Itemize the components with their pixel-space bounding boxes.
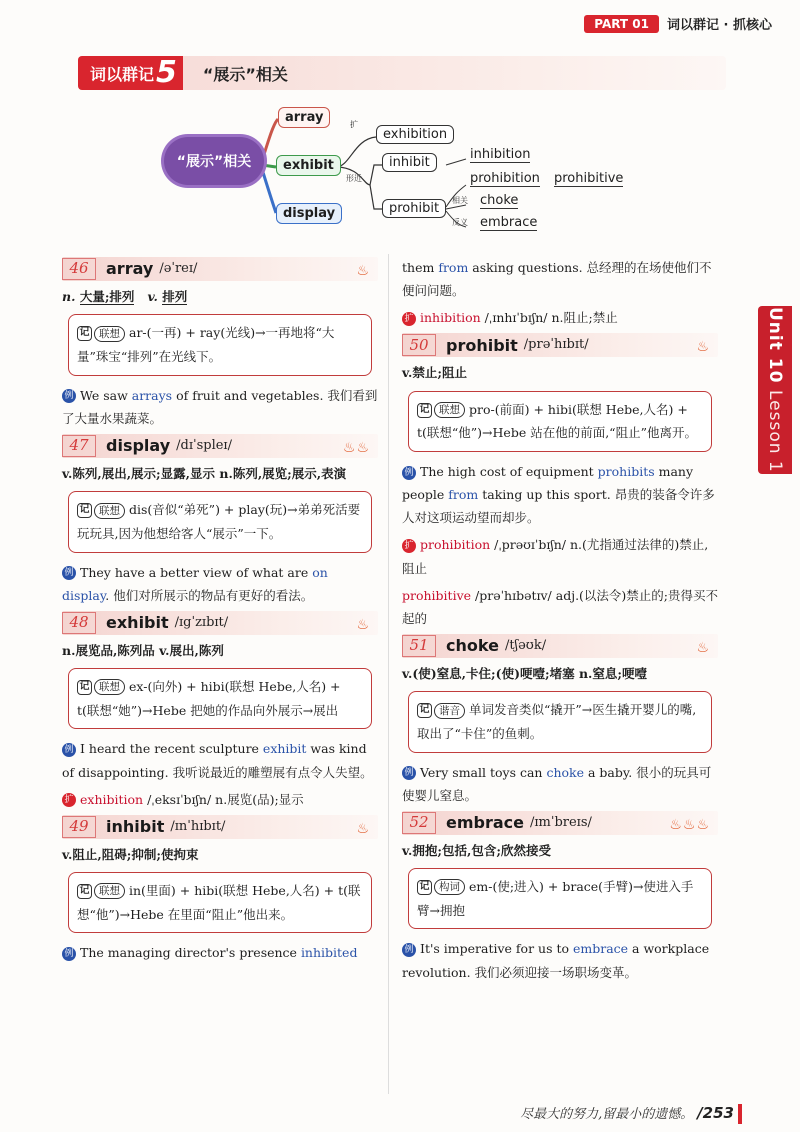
example-text: The managing director's presence [80, 945, 301, 961]
definition: v.拥抱;包括,包含;欣然接受 [402, 842, 551, 858]
extension-headword: exhibition [80, 791, 144, 807]
word-entry-inhibit [62, 815, 378, 839]
mindmap-inhibition: inhibition [470, 147, 531, 162]
example-icon: 例 [62, 566, 76, 580]
word-mindmap [150, 95, 650, 245]
example-sentence [402, 761, 718, 807]
frequency-flame-icon: ♨ [356, 616, 370, 633]
page-header [584, 14, 772, 33]
memo-tag: 联想 [94, 883, 125, 899]
example-text: taking up this sport. 昂贵的装备令许多人对这项运动望而却步。 [402, 487, 715, 526]
page-footer [520, 1103, 734, 1122]
example-highlight: arrays [131, 387, 173, 403]
extension-headword: inhibition [420, 310, 481, 326]
definition: v.陈列,展出,展示;显露,显示 n.陈列,展览;展示,表演 [62, 465, 347, 481]
headword: prohibit [446, 335, 518, 355]
memo-text: ar-(一再) + ray(光线)→一再地将“大量”珠宝“排列”在光线下。 [77, 325, 335, 364]
definition: n.展览品,陈列品 v.展出,陈列 [62, 642, 224, 658]
memo-icon: 记 [77, 326, 92, 341]
extension-text: /prəˈhɪbətɪv/ adj.(以法令)禁止的;贵得买不起的 [402, 587, 719, 626]
memo-text: ex-(向外) + hibi(联想 Hebe,人名) + t(联想“她”)→Hebe 把她的作品向外展示→展出 [77, 678, 341, 718]
example-text: It's imperative for us to [420, 941, 573, 957]
extension-word [402, 306, 718, 329]
extension-text: /ˌeksɪˈbɪʃn/ n.展览(品);显示 [143, 791, 304, 807]
example-highlight: from [438, 260, 469, 275]
mindmap-display: display [276, 203, 342, 224]
extension-icon: 扩 [62, 793, 76, 807]
example-highlight: inhibited [300, 945, 358, 961]
example-text: We saw [80, 387, 132, 403]
headword: inhibit [106, 816, 165, 836]
section-bar [78, 56, 726, 90]
headword: display [106, 436, 171, 456]
word-number: 46 [62, 258, 96, 280]
example-text: a baby. 很小的玩具可使婴儿窒息。 [402, 764, 712, 803]
example-text: They have a better view of what are [80, 564, 313, 580]
memo-icon: 记 [77, 680, 92, 695]
extension-headword: prohibitive [402, 587, 472, 603]
word-entry-embrace [402, 811, 718, 835]
example-text: them [402, 260, 439, 275]
section-title: “展示”相关 [202, 64, 288, 84]
memo-text: em-(使;进入) + brace(手臂)→使进入手臂→拥抱 [417, 878, 694, 918]
word-number: 51 [402, 635, 436, 657]
example-sentence [62, 737, 378, 783]
phonetic: /dɪˈspleɪ/ [176, 437, 232, 453]
definition-text: 排列 [162, 289, 188, 304]
example-icon: 例 [402, 766, 416, 780]
example-text: I heard the recent sculpture [80, 741, 263, 757]
word-number: 48 [62, 612, 96, 634]
example-text: asking questions. 总经理的在场使他们不便问问题。 [402, 260, 712, 299]
mindmap-embrace: embrace [480, 215, 538, 230]
footer-motto: 尽最大的努力,留最小的遗憾。 [520, 1107, 694, 1122]
section-number: 5 [156, 55, 177, 90]
headword: choke [446, 636, 499, 656]
mindmap-prohibition: prohibition [470, 171, 540, 186]
mindmap-tag-shape: 形近 [346, 174, 362, 183]
headword: array [106, 259, 154, 279]
section-tag-label: 词以群记 [90, 64, 155, 84]
memo-icon: 记 [417, 403, 432, 418]
example-text: The high cost of equipment [420, 464, 598, 479]
example-highlight: from [448, 487, 479, 503]
memory-tip [68, 872, 372, 934]
definition: v.禁止;阻止 [402, 365, 467, 381]
example-text: . 他们对所展示的物品有更好的看法。 [105, 587, 314, 603]
memory-tip [68, 491, 372, 553]
page-number: /253 [697, 1103, 734, 1122]
memo-tag: 联想 [94, 679, 125, 695]
example-sentence [402, 937, 718, 983]
memory-tip [68, 668, 372, 730]
example-highlight: choke [546, 764, 585, 780]
footer-accent-bar [738, 1104, 742, 1124]
mindmap-inhibit: inhibit [382, 153, 437, 172]
definition: v.阻止,阻碍;抑制;使拘束 [62, 846, 199, 862]
pos-label: n. [62, 289, 76, 304]
phonetic: /ɪgˈzɪbɪt/ [174, 614, 229, 630]
example-sentence [62, 941, 378, 964]
memo-icon: 记 [77, 503, 92, 518]
memo-text: in(里面) + hibi(联想 Hebe,人名) + t(联想“他”)→Hebe 在里面“阻止”他出来。 [77, 882, 361, 922]
example-sentence [62, 384, 378, 430]
memo-text: dis(音似“弟死”) + play(玩)→弟弟死活要玩玩具,因为他想给客人“展示”一下。 [77, 502, 361, 541]
extension-word [402, 533, 718, 579]
example-icon: 例 [402, 943, 416, 957]
word-entry-display [62, 434, 378, 458]
mindmap-tag-ext: 扩 [350, 120, 358, 129]
extension-headword: prohibition [420, 537, 491, 553]
header-title: 词以群记 · 抓核心 [667, 18, 772, 33]
mindmap-exhibition: exhibition [376, 125, 454, 144]
pos-label: v. [147, 289, 158, 304]
section-tag [78, 56, 183, 90]
extension-icon: 扩 [402, 539, 416, 553]
example-text: a workplace revolution. 我们必须迎接一场职场变革。 [402, 941, 710, 980]
phonetic: /ɪmˈbreɪs/ [530, 814, 592, 830]
frequency-flame-icon: ♨ [356, 820, 370, 837]
lesson-label: Lesson 1 [765, 390, 785, 474]
word-number: 47 [62, 435, 96, 457]
mindmap-tag-near: 相关 [452, 196, 468, 205]
frequency-flame-icon: ♨♨ [342, 439, 370, 456]
phonetic: /prəˈhɪbɪt/ [523, 337, 589, 353]
part-tag: PART 01 [584, 15, 659, 33]
word-number: 49 [62, 816, 96, 838]
example-text: Very small toys can [420, 764, 547, 780]
headword: embrace [446, 812, 524, 832]
mindmap-prohibitive: prohibitive [554, 171, 624, 186]
extension-icon: 扩 [402, 312, 416, 326]
word-entry-choke [402, 634, 718, 658]
example-sentence [402, 460, 718, 529]
memo-tag: 谐音 [434, 703, 465, 719]
mindmap-tag-anti: 反义 [452, 218, 468, 227]
memo-text: 单词发音类似“撬开”→医生撬开婴儿的嘴,取出了“卡住”的鱼刺。 [417, 702, 697, 741]
frequency-flame-icon: ♨ [696, 639, 710, 656]
mindmap-center: “展示”相关 [164, 137, 264, 185]
phonetic: /əˈreɪ/ [159, 260, 198, 276]
unit-label: Unit 10 [765, 306, 785, 384]
memory-tip [408, 391, 712, 453]
word-entry-exhibit [62, 611, 378, 635]
definition: v.(使)窒息,卡住;(使)哽噎;堵塞 n.窒息;哽噎 [402, 665, 648, 681]
example-sentence-continued [402, 256, 718, 302]
frequency-flame-icon: ♨♨♨ [669, 816, 710, 833]
example-highlight: embrace [572, 941, 629, 957]
phonetic: /ɪnˈhɪbɪt/ [170, 818, 226, 834]
memory-tip [408, 868, 712, 930]
memo-text: pro-(前面) + hibi(联想 Hebe,人名) + t(联想“他”)→Hebe 站在他的前面,“阻止”他离开。 [417, 401, 697, 441]
memory-tip [68, 314, 372, 376]
headword: exhibit [106, 612, 169, 632]
extension-word [402, 584, 718, 630]
example-text: many people [402, 464, 694, 503]
example-sentence [62, 561, 378, 607]
mindmap-prohibit: prohibit [382, 199, 446, 218]
word-entry-array [62, 257, 378, 281]
mindmap-array: array [278, 107, 330, 128]
example-highlight: prohibits [597, 464, 655, 479]
example-icon: 例 [62, 389, 76, 403]
memo-tag: 联想 [94, 326, 125, 342]
extension-text: /ˌɪnhɪˈbɪʃn/ n.阻止;禁止 [480, 310, 618, 326]
extension-text: /ˌprəʊɪˈbɪʃn/ n.(尤指通过法律的)禁止,阻止 [402, 537, 709, 576]
right-column [402, 254, 718, 988]
definition-text: 大量;排列 [79, 289, 135, 304]
example-icon: 例 [62, 743, 76, 757]
example-text: was kind of disappointing. 我听说最近的雕塑展有点令人失望。 [62, 741, 373, 780]
unit-side-tab [758, 306, 792, 474]
memo-icon: 记 [77, 884, 92, 899]
memo-icon: 记 [417, 703, 432, 718]
example-icon: 例 [62, 947, 76, 961]
frequency-flame-icon: ♨ [356, 263, 370, 279]
frequency-flame-icon: ♨ [696, 339, 710, 356]
memo-tag: 联想 [434, 402, 465, 418]
word-number: 52 [402, 812, 436, 834]
memo-tag: 构词 [434, 879, 465, 895]
mindmap-exhibit: exhibit [276, 155, 341, 176]
definition [62, 285, 378, 308]
memory-tip [408, 691, 712, 753]
phonetic: /tʃəʊk/ [504, 637, 547, 653]
example-icon: 例 [402, 466, 416, 480]
mindmap-choke: choke [480, 193, 519, 208]
column-divider [388, 254, 389, 1094]
left-column [62, 254, 378, 969]
example-highlight: on display [62, 564, 328, 603]
extension-word [62, 788, 378, 811]
memo-tag: 联想 [94, 503, 125, 519]
example-highlight: exhibit [262, 741, 307, 757]
example-text: of fruit and vegetables. 我们看到了大量水果蔬菜。 [62, 387, 378, 426]
word-entry-prohibit [402, 333, 718, 357]
word-number: 50 [402, 334, 436, 356]
memo-icon: 记 [417, 880, 432, 895]
